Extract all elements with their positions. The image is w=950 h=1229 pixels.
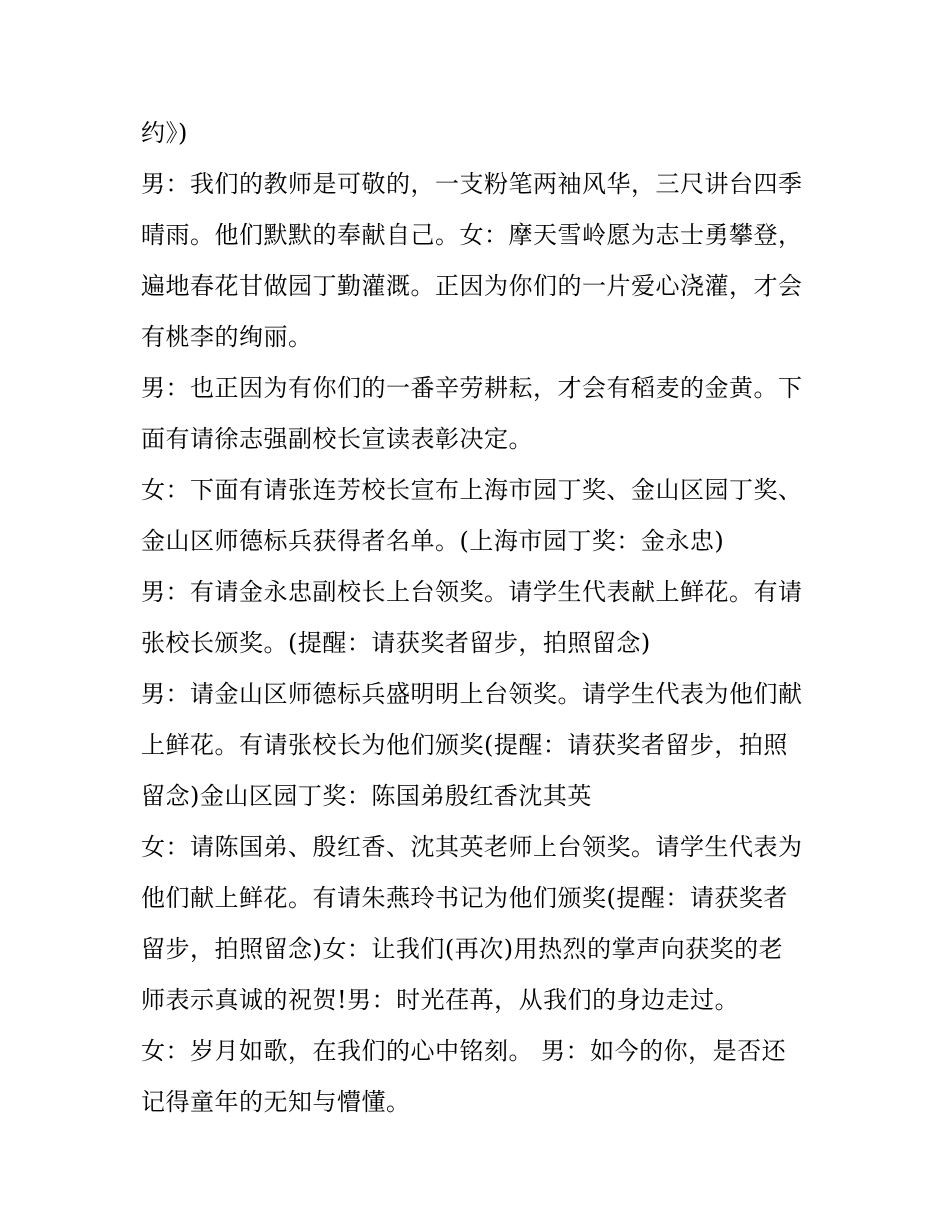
text-line: 女：岁月如歌，在我们的心中铭刻。 男：如今的你，是否还	[141, 1037, 787, 1065]
text-line: 约》)	[141, 119, 188, 147]
text-line: 记得童年的无知与懵懂。	[141, 1088, 411, 1116]
text-line: 男：也正因为有你们的一番辛劳耕耘，才会有稻麦的金黄。下	[141, 374, 803, 402]
text-line: 男：我们的教师是可敬的，一支粉笔两袖风华，三尺讲台四季	[141, 170, 803, 198]
text-line: 有桃李的绚丽。	[141, 323, 313, 351]
document-body	[141, 108, 821, 1128]
text-line: 面有请徐志强副校长宣读表彰决定。	[141, 425, 533, 453]
text-line: 男：请金山区师德标兵盛明明上台领奖。请学生代表为他们献	[141, 680, 803, 708]
text-line: 张校长颁奖。(提醒：请获奖者留步，拍照留念)	[141, 629, 651, 657]
text-line: 师表示真诚的祝贺!男：时光荏苒，从我们的身边走过。	[141, 986, 740, 1014]
text-line: 留步，拍照留念)女：让我们(再次)用热烈的掌声向获奖的老	[141, 935, 784, 963]
text-line: 女：请陈国弟、殷红香、沈其英老师上台领奖。请学生代表为	[141, 833, 803, 861]
text-line: 他们献上鲜花。有请朱燕玲书记为他们颁奖(提醒：请获奖者	[141, 884, 788, 912]
text-line: 男：有请金永忠副校长上台领奖。请学生代表献上鲜花。有请	[141, 578, 803, 606]
text-line: 金山区师德标兵获得者名单。(上海市园丁奖：金永忠)	[141, 527, 725, 555]
text-line: 女：下面有请张连芳校长宣布上海市园丁奖、金山区园丁奖、	[141, 476, 803, 504]
text-line: 遍地春花甘做园丁勤灌溉。正因为你们的一片爱心浇灌，才会	[141, 272, 803, 300]
text-line: 留念)金山区园丁奖：陈国弟殷红香沈其英	[141, 782, 592, 810]
text-line: 晴雨。他们默默的奉献自己。女：摩天雪岭愿为志士勇攀登，	[141, 221, 803, 249]
text-line: 上鲜花。有请张校长为他们颁奖(提醒：请获奖者留步，拍照	[141, 731, 788, 759]
